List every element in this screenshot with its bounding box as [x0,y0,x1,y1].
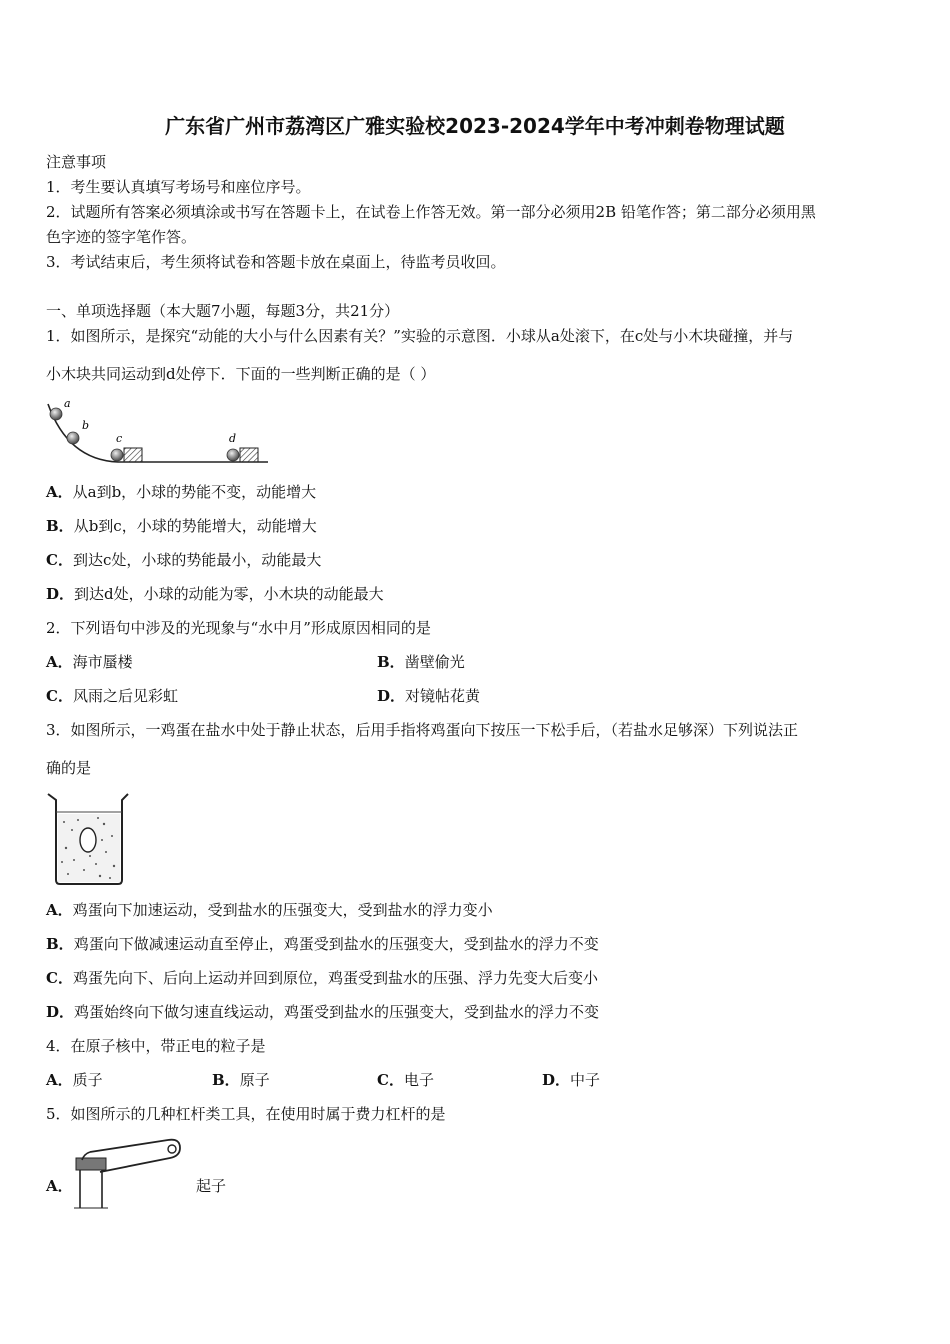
question-3-option-b[interactable]: B．鸡蛋向下做减速运动直至停止，鸡蛋受到盐水的压强变大，受到盐水的浮力不变 [46,935,599,953]
notice-heading: 注意事项 [46,153,107,171]
question-1-stem: 小木块共同运动到d处停下．下面的一些判断正确的是（ ） [46,365,436,383]
question-1-option-a[interactable]: A．从a到b，小球的势能不变，动能增大 [46,483,317,501]
question-1-option-b[interactable]: B．从b到c，小球的势能增大，动能增大 [46,517,317,535]
label-d: d [229,432,237,445]
question-4-option-d[interactable]: D．中子 [542,1071,601,1089]
question-3-stem: 确的是 [46,759,92,777]
notice-item: 1．考生要认真填写考场号和座位序号。 [46,178,311,196]
question-4-stem: 4．在原子核中，带正电的粒子是 [46,1037,266,1055]
question-1-option-d[interactable]: D．到达d处，小球的动能为零，小木块的动能最大 [46,585,384,603]
question-1-stem: 1．如图所示，是探究“动能的大小与什么因素有关？”实验的示意图．小球从a处滚下，在c处与小木块碰撞，并与 [46,327,794,345]
question-1-figure [38,394,278,474]
question-5-option-a-caption: 起子 [196,1177,227,1195]
question-3-option-d[interactable]: D．鸡蛋始终向下做匀速直线运动，鸡蛋受到盐水的压强变大，受到盐水的浮力不变 [46,1003,600,1021]
question-4-option-b[interactable]: B．原子 [212,1071,270,1089]
label-b: b [82,419,90,432]
notice-item: 3．考试结束后，考生须将试卷和答题卡放在桌面上，待监考员收回。 [46,253,506,271]
page-title: 广东省广州市荔湾区广雅实验校2023-2024学年中考冲刺卷物理试题 [165,114,785,138]
question-1-option-c[interactable]: C．到达c处，小球的势能最小，动能最大 [46,551,322,569]
label-c: c [116,432,123,445]
question-3-stem: 3．如图所示，一鸡蛋在盐水中处于静止状态，后用手指将鸡蛋向下按压一下松手后，（若盐水足够深）下列说法正 [46,721,799,739]
question-2-option-b[interactable]: B．凿壁偷光 [377,653,465,671]
question-4-option-a[interactable]: A．质子 [46,1071,103,1089]
question-2-stem: 2．下列语句中涉及的光现象与“水中月”形成原因相同的是 [46,619,431,637]
notice-item: 色字迹的签字笔作答。 [46,228,197,246]
question-4-option-c[interactable]: C．电子 [377,1071,434,1089]
question-5-option-a-label[interactable]: A． [46,1177,73,1195]
bottle-opener-figure [70,1138,185,1210]
question-2-option-d[interactable]: D．对镜帖花黄 [377,687,481,705]
notice-item: 2．试题所有答案必须填涂或书写在答题卡上，在试卷上作答无效。第一部分必须用2B 铅笔作答；第二部分必须用黑 [46,203,816,221]
question-3-option-a[interactable]: A．鸡蛋向下加速运动，受到盐水的压强变大，受到盐水的浮力变小 [46,901,493,919]
question-3-option-c[interactable]: C．鸡蛋先向下、后向上运动并回到原位，鸡蛋受到盐水的压强、浮力先变大后变小 [46,969,598,987]
question-2-option-a[interactable]: A．海市蜃楼 [46,653,133,671]
question-2-option-c[interactable]: C．风雨之后见彩虹 [46,687,178,705]
label-a: a [64,397,71,410]
question-5-stem: 5．如图所示的几种杠杆类工具，在使用时属于费力杠杆的是 [46,1105,446,1123]
question-3-beaker-figure [44,790,134,888]
section-heading: 一、单项选择题（本大题7小题，每题3分，共21分） [46,302,400,320]
